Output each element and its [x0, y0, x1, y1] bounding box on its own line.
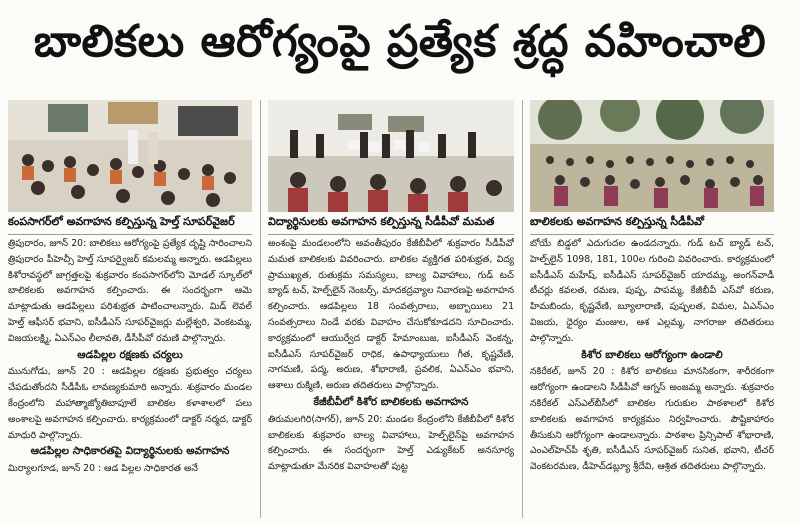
photo-outdoor [530, 100, 774, 212]
photo-caption: కంపసాగర్‌లో అవగాహన కల్పిస్తున్న హెల్త్ సూపర్‌వైజర్ [8, 212, 252, 235]
article-column-3 [530, 236, 774, 516]
photo-caption: బాలికలకు అవగాహన కల్పిస్తున్న సీడీపీవో [530, 212, 774, 235]
photo-classroom [8, 100, 252, 212]
column-divider [260, 100, 261, 518]
article-column-2 [268, 236, 514, 516]
headline: బాలికలు ఆరోగ్యంపై ప్రత్యేక శ్రద్ధ వహించాలి [33, 16, 767, 67]
subheading: ఆడపిల్లల రక్షణకు చర్యలు [77, 348, 183, 361]
paragraph: అంశంపై మండలంలోని అవంతీపురం కేజీబీవీలో శుక్రవారం సీడీపీవో మమత బాలికలకు వివరించారు. బాలికల వ్యక్తిగత పరిశుభ్రత, విద్య ప్రాముఖ్యత, రుతుక్రమ సమస్యలు, బాల్య వివాహాలు, గుడ్ టచ్ బ్యాడ్ టచ్, హెల్ప్‌లైన్ నెంబర్స్, మాదకద్రవ్యాల నివారణపై అవగాహన కల్పించారు. ఆడపిల్లలు 18 సంవత్సరాలు, అబ్బాయిలు 21 సంవత్సరాలు నిండే వరకు వివాహం చేసుకోకూడదని సూచించారు. కార్యక్రమంలో ఆయుర్వేద డాక్టర్ హేమాంబుజ, ఐసీడీఎస్ వెంకన్న, ఐసీడీఎస్ సూపర్‌వైజర్ రాధిక, ఉపాధ్యాయులు గీత, కృష్ణవేణి, నాగమణి, పద్మ, అరుణ, శోభారాణి, ప్రవలిక, ఏఎన్ఎం భవాని, ఆశాలు రుక్మిణి, అరుణ తదితరులు పాల్గొన్నారు. [268, 238, 514, 392]
paragraph: తిరుమలగిరి(సాగర్), జూన్ 20: మండల కేంద్రంలోని కేజీబీవీలో కిశోర బాలికలకు శుక్రవారం బాల్య వివాహాలు, హెల్ప్‌లైన్‌పై అవగాహన కల్పించారు. ఈ సందర్భంగా హెల్త్ ఎడ్యుకేటర్ అనసూర్య మాట్లాడుతూ మేనరిక వివాహలతో పుట్ట [268, 413, 514, 473]
paragraph: మిర్యాలగూడ, జూన్ 20 : ఆడ పిల్లల సాధికారత అనే [8, 463, 198, 475]
subheading: ఆడపిల్లల సాధికారతపై విద్యార్థినులకు అవగాహన [30, 445, 230, 458]
paragraph: మునుగోడు, జూన్ 20 : ఆడపిల్లల రక్షణకు ప్రభుత్వం చర్యలు చేపడుతోందని సీడీపీఓ లావణ్యకుమారి అన్నారు. శుక్రవారం మండల కేంద్రంలోని మహాత్మాజ్యోతిబాపూలే బాలికల కళాశాలలో పలు అంశాలపై అవగాహన కల్పించారు. కార్యక్రమంలో డాక్టర్ నర్మద, డాక్టర్ మాధురి పాల్గొన్నారు. [8, 366, 252, 441]
subheading: కేజీబీవీలో కిశోర బాలికలకు అవగాహన [313, 395, 469, 408]
column-divider [522, 100, 523, 518]
photo-stage [268, 100, 514, 212]
paragraph: బోయే బిడ్డలో ఎదుగుదల ఉండదన్నారు. గుడ్ టచ్ బ్యాడ్ టచ్, హెల్ప్‌లైన్ 1098, 181, 100ల గురించి వివరించారు. కార్యక్రమంలో ఐసీడీఎస్ మహేష్, ఐసీడీఎస్ సూపర్‌వైజర్ యాదమ్మ, అంగన్‌వాడీ టీచర్లు కవలత, రమణ, పుష్ప, పాపమ్మ, కేజీబీవీ ఎస్‌వో కరుణ, హిమబిందు, కృష్ణవేణి, బ్యూలారాణి, పుష్పలత, విమల, ఏఎన్ఎం విజయ, ధైర్యం మంజుల, ఆశ ఎల్లమ్మ, నాగరాజు తదితరులు పాల్గొన్నారు. [530, 238, 774, 344]
paragraph: త్రిపురారం, జూన్ 20: బాలికలు ఆరోగ్యంపై ప్రత్యేక దృష్టి సారించాలని త్రిపురారం పీహెచ్సీ హెల్త్ సూపర్వైజర్ కమలమ్మ అన్నారు. ఆడపిల్లలు కిశోరావస్థలో జాగ్రత్తలపై శుక్రవారం కంపసాగర్‌లోని మోడల్ స్కూల్‌లో బాలికలకు అవగాహన కల్పించారు. ఈ సందర్భంగా ఆమె మాట్లాడుతు ఆడపిల్లలు పరిశుభ్రత పాటించాలన్నారు. మిడ్ లెవల్ హెల్త్ ఆఫీసర్ భవాని, ఐసీడీఎస్ సూపర్‌వైజర్లు మల్లేశ్వరి, వెంకటమ్మ, విజయలక్ష్మి, ఏఎన్ఎం లీలావతి, డీసీపీవో రమణి పాల్గొన్నారు. [8, 238, 252, 344]
paragraph: నకిరేకల్, జూన్ 20 : కిశోర బాలికలు మానసికంగా, శారీరకంగా ఆరోగ్యంగా ఉండాలని సీడీపీవో ఆగ్నస్ అంజమ్మ అన్నారు. శుక్రవారం నకిరేకల్ ఎస్‌ఎల్‌బీసీలో బాలికల గురుకుల పాఠశాలలో కిశోర బాలికలకు అవగాహన కార్యక్రమం నిర్వహించారు. పౌష్టికాహారం తీసుకుని ఆరోగ్యంగా ఉండాలన్నారు. పాఠశాల ప్రిన్సిపాల్ శోభారాణి, ఎంఎల్‌హెచ్‌పీ శృతి, ఐసీడీఎస్ సూపర్‌వైజర్ సునిత, భవాని, టీచర్ వెంకటరమణ, డీహెచ్‌డబ్ల్యూ శ్రీదేవి, ఆశ్రిత తదితరులు పాల్గొన్నారు. [530, 366, 774, 473]
subheading: కిశోర బాలికలు ఆరోగ్యంగా ఉండాలి [581, 348, 723, 361]
article-column-1 [8, 236, 252, 516]
photo-caption: విద్యార్థినులకు అవగాహన కల్పిస్తున్న సీడీపీవో మమత [268, 212, 514, 235]
